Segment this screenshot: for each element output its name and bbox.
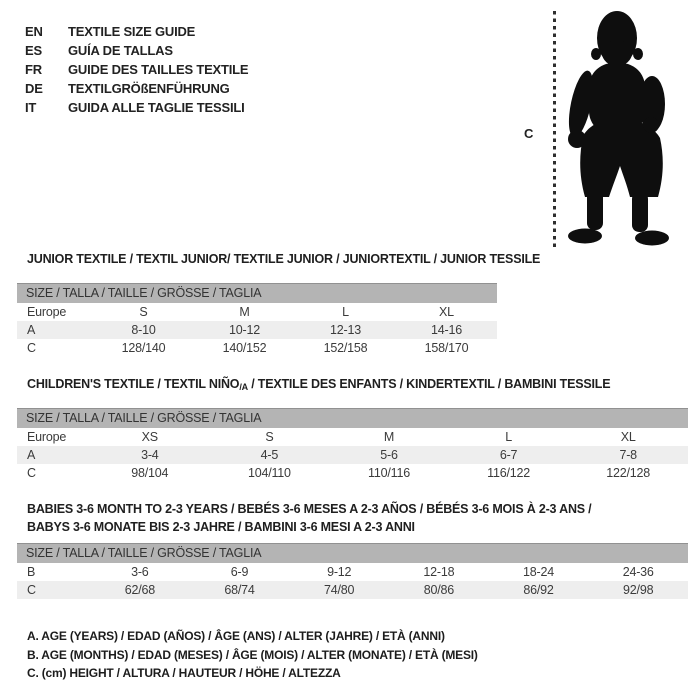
table-cell: L bbox=[505, 430, 512, 444]
lang-title: GUIDA ALLE TAGLIE TESSILI bbox=[68, 100, 245, 115]
table-row bbox=[17, 563, 688, 581]
table-cell: 86/92 bbox=[523, 583, 554, 597]
table-header-bar: SIZE / TALLA / TAILLE / GRÖSSE / TAGLIA bbox=[17, 543, 688, 563]
table-cell: 7-8 bbox=[619, 448, 637, 462]
table-cell: 152/158 bbox=[323, 341, 368, 355]
table-row bbox=[17, 339, 497, 357]
table-cell: 14-16 bbox=[431, 323, 462, 337]
table-cell: S bbox=[139, 305, 148, 319]
row-label: B bbox=[27, 565, 36, 579]
babies-section-title bbox=[27, 500, 591, 536]
lang-title: TEXTILGRÖßENFÜHRUNG bbox=[68, 81, 230, 96]
table-cell: 104/110 bbox=[247, 466, 291, 480]
table-cell: 128/140 bbox=[121, 341, 166, 355]
junior-size-table bbox=[17, 283, 497, 357]
lang-title: GUÍA DE TALLAS bbox=[68, 43, 173, 58]
table-cell: 158/170 bbox=[424, 341, 469, 355]
lang-code: ES bbox=[25, 43, 42, 58]
table-cell: 98/104 bbox=[131, 466, 169, 480]
table-row bbox=[17, 321, 497, 339]
junior-section-title: JUNIOR TEXTILE / TEXTIL JUNIOR/ TEXTILE JUNIOR / JUNIORTEXTIL / JUNIOR TESSILE bbox=[27, 252, 541, 266]
lang-row-fr bbox=[25, 60, 248, 79]
lang-code: EN bbox=[25, 24, 43, 39]
table-cell: M bbox=[239, 305, 250, 319]
children-section-title bbox=[27, 375, 610, 396]
table-cell: XL bbox=[620, 430, 636, 444]
row-label: C bbox=[27, 341, 36, 355]
table-row bbox=[17, 428, 688, 446]
title-part: / TEXTILE DES ENFANTS / KINDERTEXTIL / BAMBINI TESSILE bbox=[247, 377, 611, 391]
language-title-list bbox=[25, 22, 248, 117]
lang-row-es bbox=[25, 41, 248, 60]
table-cell: 10-12 bbox=[229, 323, 260, 337]
row-label: C bbox=[27, 583, 36, 597]
lang-row-de bbox=[25, 79, 248, 98]
table-cell: 68/74 bbox=[224, 583, 255, 597]
lang-title: TEXTILE SIZE GUIDE bbox=[68, 24, 196, 39]
row-label: Europe bbox=[27, 305, 67, 319]
table-cell: 24-36 bbox=[622, 565, 654, 579]
table-cell: 12-18 bbox=[423, 565, 455, 579]
table-row bbox=[17, 446, 688, 464]
table-cell: 6-7 bbox=[499, 448, 518, 462]
lang-code: DE bbox=[25, 81, 43, 96]
row-label: Europe bbox=[27, 430, 67, 444]
table-header-bar: SIZE / TALLA / TAILLE / GRÖSSE / TAGLIA bbox=[17, 408, 688, 428]
table-cell: S bbox=[265, 430, 274, 444]
table-cell: 5-6 bbox=[380, 448, 398, 462]
table-cell: 8-10 bbox=[131, 323, 156, 337]
note-b: B. AGE (MONTHS) / EDAD (MESES) / ÂGE (MOIS) / ALTER (MONATE) / ETÀ (MESI) bbox=[27, 647, 478, 662]
table-header-bar: SIZE / TALLA / TAILLE / GRÖSSE / TAGLIA bbox=[17, 283, 497, 303]
row-label: A bbox=[27, 323, 36, 337]
table-cell: 92/98 bbox=[623, 583, 654, 597]
lang-row-en bbox=[25, 22, 248, 41]
babies-size-table bbox=[17, 543, 688, 599]
note-c: C. (cm) HEIGHT / ALTURA / HAUTEUR / HÖHE / ALTEZZA bbox=[27, 666, 341, 680]
children-size-table bbox=[17, 408, 688, 482]
row-label: C bbox=[27, 466, 36, 480]
table-cell: 3-4 bbox=[141, 448, 159, 462]
table-cell: XS bbox=[141, 430, 158, 444]
table-cell: 110/116 bbox=[368, 466, 410, 480]
table-cell: 9-12 bbox=[327, 565, 352, 579]
height-measure-dashed-line bbox=[553, 11, 556, 247]
table-cell: 3-6 bbox=[131, 565, 149, 579]
legend-notes bbox=[27, 627, 478, 683]
table-cell: 80/86 bbox=[423, 583, 454, 597]
table-cell: 140/152 bbox=[222, 341, 267, 355]
lang-row-it bbox=[25, 98, 248, 117]
table-cell: 4-5 bbox=[260, 448, 279, 462]
table-cell: 62/68 bbox=[124, 583, 155, 597]
table-cell: 74/80 bbox=[324, 583, 355, 597]
measure-c-label: C bbox=[524, 126, 534, 141]
table-cell: M bbox=[383, 430, 395, 444]
table-cell: XL bbox=[439, 305, 454, 319]
toddler-silhouette-icon bbox=[562, 8, 680, 248]
lang-code: IT bbox=[25, 100, 37, 115]
table-cell: 12-13 bbox=[330, 323, 361, 337]
row-label: A bbox=[27, 448, 36, 462]
title-line: BABIES 3-6 MONTH TO 2-3 YEARS / BEBÉS 3-6 MESES A 2-3 AÑOS / BÉBÉS 3-6 MOIS À 2-3 ANS / bbox=[27, 502, 592, 516]
table-cell: 116/122 bbox=[487, 466, 530, 480]
note-a: A. AGE (YEARS) / EDAD (AÑOS) / ÂGE (ANS) / ALTER (JAHRE) / ETÀ (ANNI) bbox=[27, 629, 445, 643]
table-row bbox=[17, 581, 688, 599]
lang-title: GUIDE DES TAILLES TEXTILE bbox=[68, 62, 249, 77]
table-cell: 18-24 bbox=[523, 565, 555, 579]
title-part: CHILDREN'S TEXTILE / TEXTIL NIÑO bbox=[27, 377, 240, 391]
table-row bbox=[17, 303, 497, 321]
lang-code: FR bbox=[25, 62, 42, 77]
table-cell: L bbox=[342, 305, 349, 319]
title-subscript: /A bbox=[239, 382, 248, 392]
table-cell: 122/128 bbox=[606, 466, 651, 480]
title-line: BABYS 3-6 MONATE BIS 2-3 JAHRE / BAMBINI 3-6 MESI A 2-3 ANNI bbox=[27, 520, 415, 534]
table-row bbox=[17, 464, 688, 482]
table-cell: 6-9 bbox=[230, 565, 249, 579]
